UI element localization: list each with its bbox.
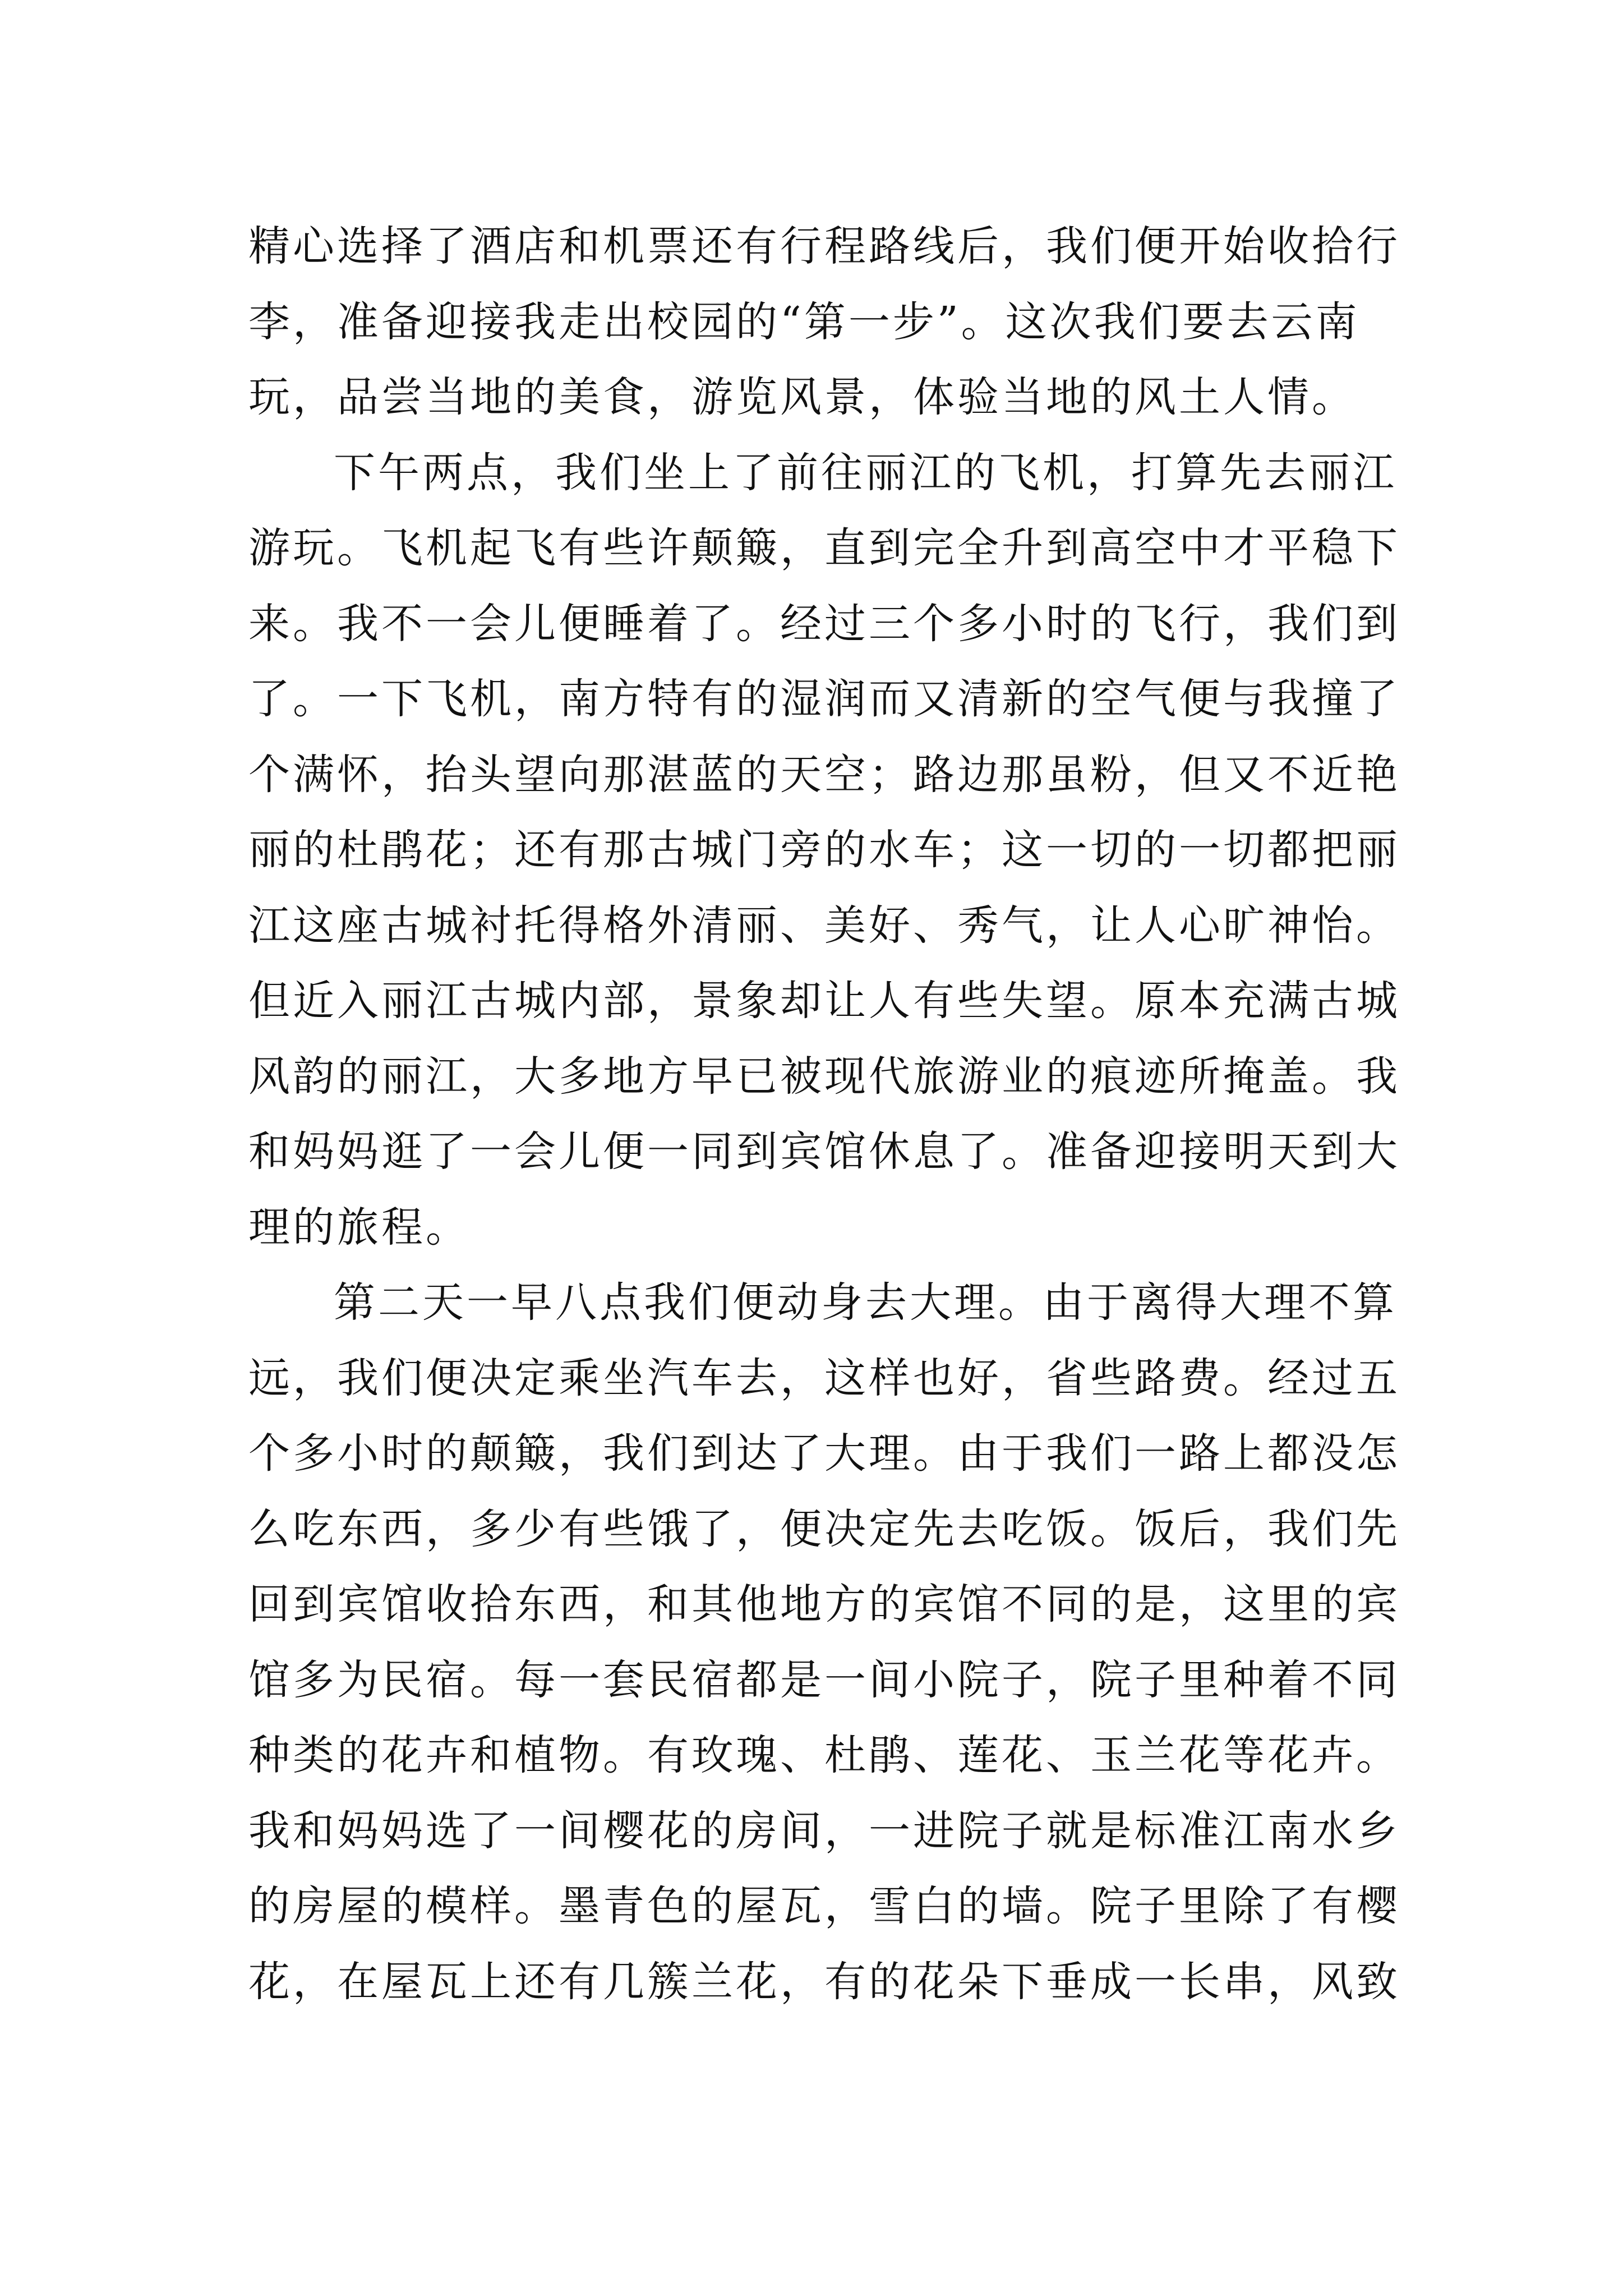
text-line: 游玩。飞机起飞有些许颠簸，直到完全升到高空中才平稳下 <box>248 524 1400 572</box>
text-line: 我和妈妈选了一间樱花的房间，一进院子就是标准江南水乡 <box>248 1806 1400 1855</box>
text-line: 风韵的丽江，大多地方早已被现代旅游业的痕迹所掩盖。我 <box>248 1052 1400 1101</box>
text-line: 和妈妈逛了一会儿便一同到宾馆休息了。准备迎接明天到大 <box>248 1128 1400 1176</box>
text-line: 回到宾馆收拾东西，和其他地方的宾馆不同的是，这里的宾 <box>248 1580 1400 1628</box>
text-line: 么吃东西，多少有些饿了，便决定先去吃饭。饭后，我们先 <box>248 1504 1400 1553</box>
text-line: 个多小时的颠簸，我们到达了大理。由于我们一路上都没怎 <box>248 1429 1400 1478</box>
text-line: 精心选择了酒店和机票还有行程路线后，我们便开始收拾行 <box>248 222 1400 270</box>
essay-body <box>248 209 1400 2019</box>
text-line: 江这座古城衬托得格外清丽、美好、秀气，让人心旷神怡。 <box>248 901 1400 950</box>
text-line: 个满怀，抬头望向那湛蓝的天空；路边那虽粉，但又不近艳 <box>248 750 1400 799</box>
text-line: 玩，品尝当地的美食，游览风景，体验当地的风土人情。 <box>248 373 1356 421</box>
paragraph-first-line: 下午两点，我们坐上了前往丽江的飞机，打算先去丽江 <box>334 448 1397 497</box>
text-line: 花，在屋瓦上还有几簇兰花，有的花朵下垂成一长串，风致 <box>248 1957 1400 2006</box>
text-line: 来。我不一会儿便睡着了。经过三个多小时的飞行，我们到 <box>248 599 1400 648</box>
text-line: 李，准备迎接我走出校园的“第一步”。这次我们要去云南 <box>248 297 1360 346</box>
text-line: 馆多为民宿。每一套民宿都是一间小院子，院子里种着不同 <box>248 1655 1400 1704</box>
paragraph-first-line: 第二天一早八点我们便动身去大理。由于离得大理不算 <box>334 1278 1397 1327</box>
text-line: 丽的杜鹃花；还有那古城门旁的水车；这一切的一切都把丽 <box>248 826 1400 874</box>
text-line: 但近入丽江古城内部，景象却让人有些失望。原本充满古城 <box>248 977 1400 1025</box>
text-line: 种类的花卉和植物。有玫瑰、杜鹃、莲花、玉兰花等花卉。 <box>248 1731 1400 1779</box>
text-line: 理的旅程。 <box>248 1203 470 1251</box>
text-line: 了。一下飞机，南方特有的湿润而又清新的空气便与我撞了 <box>248 675 1400 723</box>
text-line: 的房屋的模样。墨青色的屋瓦，雪白的墙。院子里除了有樱 <box>248 1882 1400 1930</box>
text-line: 远，我们便决定乘坐汽车去，这样也好，省些路费。经过五 <box>248 1354 1400 1402</box>
